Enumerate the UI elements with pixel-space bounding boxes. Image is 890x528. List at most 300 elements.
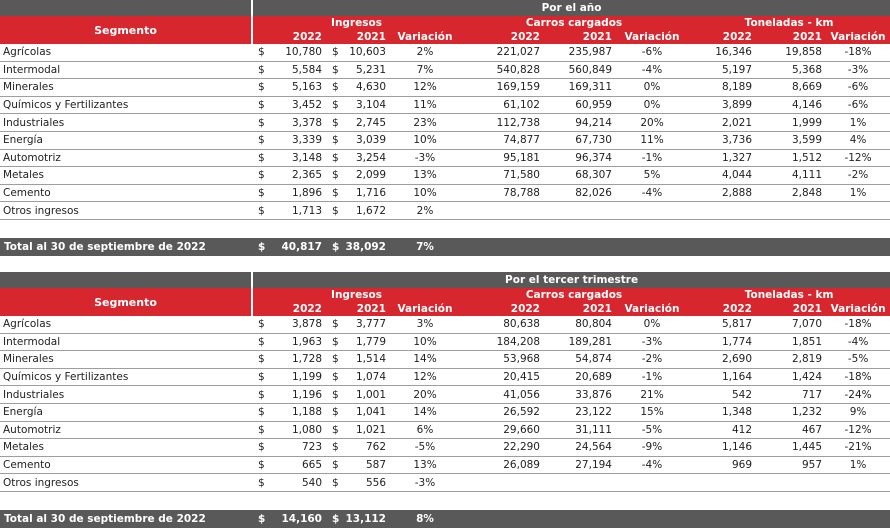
rev-var-cell: 6% bbox=[390, 421, 460, 439]
ton-var-cell: 1% bbox=[826, 114, 890, 132]
ton-2021-cell: 1,445 bbox=[756, 439, 826, 457]
currency-sign: $ bbox=[326, 386, 344, 404]
currency-sign: $ bbox=[326, 149, 344, 167]
rev-2022-cell: 1,188 bbox=[270, 403, 326, 421]
currency-sign: $ bbox=[252, 439, 270, 457]
rev-2022-cell: 2,365 bbox=[270, 167, 326, 185]
rev-var-cell: 12% bbox=[390, 368, 460, 386]
table-row bbox=[0, 316, 890, 333]
car-var-header: Variación bbox=[616, 30, 688, 44]
segment-name: Cemento bbox=[0, 184, 252, 202]
car-2021-cell: 27,194 bbox=[544, 456, 616, 474]
currency-sign: $ bbox=[252, 131, 270, 149]
ton-2021-cell: 1,999 bbox=[756, 114, 826, 132]
currency-sign: $ bbox=[326, 44, 344, 61]
car-var-cell: -4% bbox=[616, 456, 688, 474]
table-row bbox=[0, 403, 890, 421]
segment-name: Automotriz bbox=[0, 149, 252, 167]
rev-var-cell: 12% bbox=[390, 79, 460, 97]
segment-name: Metales bbox=[0, 167, 252, 185]
segment-name: Intermodal bbox=[0, 61, 252, 79]
rev-var-cell: -3% bbox=[390, 149, 460, 167]
car-2022-cell: 169,159 bbox=[460, 79, 544, 97]
segment-name: Otros ingresos bbox=[0, 202, 252, 220]
ton-var-cell: -18% bbox=[826, 44, 890, 61]
segment-name: Agrícolas bbox=[0, 316, 252, 333]
rev-2022-cell: 1,963 bbox=[270, 333, 326, 351]
table-row bbox=[0, 351, 890, 369]
ton-2021-cell: 2,819 bbox=[756, 351, 826, 369]
ton-2021-cell: 19,858 bbox=[756, 44, 826, 61]
currency-sign: $ bbox=[326, 96, 344, 114]
segment-name: Industriales bbox=[0, 114, 252, 132]
ton-var-cell: -12% bbox=[826, 421, 890, 439]
currency-sign: $ bbox=[252, 351, 270, 369]
car-2022-cell bbox=[460, 474, 544, 492]
ton-2021-cell: 1,851 bbox=[756, 333, 826, 351]
ton-2021-cell: 4,146 bbox=[756, 96, 826, 114]
ton-2022-cell bbox=[688, 474, 756, 492]
tonkm-header: Toneladas - km bbox=[688, 16, 890, 30]
car-2022-cell: 112,738 bbox=[460, 114, 544, 132]
car-2021-cell bbox=[544, 202, 616, 220]
car-2022-cell: 78,788 bbox=[460, 184, 544, 202]
currency-sign: $ bbox=[326, 114, 344, 132]
car-var-cell: -4% bbox=[616, 61, 688, 79]
table-row bbox=[0, 421, 890, 439]
rev-2022-header: 2022 bbox=[252, 30, 326, 44]
total-rev-2022: 14,160 bbox=[270, 510, 326, 528]
ton-var-cell bbox=[826, 202, 890, 220]
table-row bbox=[0, 131, 890, 149]
rev-2021-cell: 2,099 bbox=[344, 167, 390, 185]
segment-name: Cemento bbox=[0, 456, 252, 474]
currency-sign: $ bbox=[252, 44, 270, 61]
car-2021-cell: 80,804 bbox=[544, 316, 616, 333]
currency-sign: $ bbox=[252, 61, 270, 79]
car-2021-cell: 67,730 bbox=[544, 131, 616, 149]
car-var-cell bbox=[616, 474, 688, 492]
ton-var-header: Variación bbox=[826, 302, 890, 316]
rev-2022-cell: 723 bbox=[270, 439, 326, 457]
rev-var-cell: 2% bbox=[390, 44, 460, 61]
currency-sign: $ bbox=[326, 456, 344, 474]
currency-sign: $ bbox=[326, 421, 344, 439]
currency-sign: $ bbox=[252, 421, 270, 439]
rev-var-cell: 14% bbox=[390, 403, 460, 421]
ton-2021-cell: 467 bbox=[756, 421, 826, 439]
segment-name: Químicos y Fertilizantes bbox=[0, 96, 252, 114]
car-var-cell: 21% bbox=[616, 386, 688, 404]
car-2022-cell: 61,102 bbox=[460, 96, 544, 114]
segment-name: Minerales bbox=[0, 351, 252, 369]
rev-2021-cell: 556 bbox=[344, 474, 390, 492]
rev-2021-cell: 3,039 bbox=[344, 131, 390, 149]
ton-2022-cell: 3,736 bbox=[688, 131, 756, 149]
quarter-total-row bbox=[0, 510, 890, 528]
car-2021-cell: 23,122 bbox=[544, 403, 616, 421]
rev-var-cell: 2% bbox=[390, 202, 460, 220]
ton-var-cell: -24% bbox=[826, 386, 890, 404]
currency-sign: $ bbox=[326, 79, 344, 97]
ton-var-cell: -18% bbox=[826, 316, 890, 333]
rev-var-cell: 11% bbox=[390, 96, 460, 114]
rev-2021-cell: 1,041 bbox=[344, 403, 390, 421]
car-var-cell: 15% bbox=[616, 403, 688, 421]
car-2021-cell: 560,849 bbox=[544, 61, 616, 79]
rev-2021-cell: 3,777 bbox=[344, 316, 390, 333]
carloads-header: Carros cargados bbox=[460, 288, 688, 302]
ton-2022-cell: 1,348 bbox=[688, 403, 756, 421]
car-2021-cell: 31,111 bbox=[544, 421, 616, 439]
currency-sign: $ bbox=[252, 316, 270, 333]
rev-var-cell: 10% bbox=[390, 131, 460, 149]
currency-sign: $ bbox=[252, 456, 270, 474]
car-var-cell: -9% bbox=[616, 439, 688, 457]
car-2022-cell: 22,290 bbox=[460, 439, 544, 457]
currency-sign: $ bbox=[326, 316, 344, 333]
ytd-table-block bbox=[0, 0, 890, 256]
currency-sign: $ bbox=[326, 351, 344, 369]
car-2021-cell: 60,959 bbox=[544, 96, 616, 114]
ton-2021-cell bbox=[756, 202, 826, 220]
car-2022-cell: 26,089 bbox=[460, 456, 544, 474]
ton-var-cell: -18% bbox=[826, 368, 890, 386]
currency-sign: $ bbox=[252, 238, 270, 256]
ton-2022-cell: 412 bbox=[688, 421, 756, 439]
car-2021-cell: 54,874 bbox=[544, 351, 616, 369]
ton-var-cell: -6% bbox=[826, 96, 890, 114]
segment-name: Otros ingresos bbox=[0, 474, 252, 492]
table-row bbox=[0, 333, 890, 351]
revenue-header: Ingresos bbox=[252, 16, 460, 30]
car-2022-cell: 53,968 bbox=[460, 351, 544, 369]
ton-var-cell: -4% bbox=[826, 333, 890, 351]
currency-sign: $ bbox=[326, 474, 344, 492]
ton-2021-cell: 2,848 bbox=[756, 184, 826, 202]
rev-2022-cell: 665 bbox=[270, 456, 326, 474]
ton-2022-cell: 4,044 bbox=[688, 167, 756, 185]
carloads-header: Carros cargados bbox=[460, 16, 688, 30]
rev-var-cell: 7% bbox=[390, 61, 460, 79]
currency-sign: $ bbox=[326, 439, 344, 457]
table-row bbox=[0, 184, 890, 202]
rev-2022-cell: 3,378 bbox=[270, 114, 326, 132]
ton-2022-header: 2022 bbox=[688, 302, 756, 316]
segment-name: Automotriz bbox=[0, 421, 252, 439]
currency-sign: $ bbox=[326, 167, 344, 185]
segment-header: Segmento bbox=[0, 288, 252, 316]
caption-spacer bbox=[0, 272, 252, 288]
total-rev-2022: 40,817 bbox=[270, 238, 326, 256]
ton-2021-cell: 957 bbox=[756, 456, 826, 474]
currency-sign: $ bbox=[326, 238, 344, 256]
ton-2021-header: 2021 bbox=[756, 30, 826, 44]
car-2022-cell bbox=[460, 202, 544, 220]
currency-sign: $ bbox=[252, 79, 270, 97]
ton-2021-header: 2021 bbox=[756, 302, 826, 316]
revenue-header: Ingresos bbox=[252, 288, 460, 302]
ton-var-cell: -2% bbox=[826, 167, 890, 185]
rev-2021-cell: 1,672 bbox=[344, 202, 390, 220]
currency-sign: $ bbox=[252, 368, 270, 386]
currency-sign: $ bbox=[252, 510, 270, 528]
car-2022-cell: 41,056 bbox=[460, 386, 544, 404]
rev-var-header: Variación bbox=[390, 302, 460, 316]
ton-2021-cell: 1,232 bbox=[756, 403, 826, 421]
car-2021-cell: 96,374 bbox=[544, 149, 616, 167]
rev-2022-cell: 1,728 bbox=[270, 351, 326, 369]
ton-2021-cell bbox=[756, 474, 826, 492]
table-row bbox=[0, 474, 890, 492]
ton-var-cell bbox=[826, 474, 890, 492]
car-var-cell: -2% bbox=[616, 351, 688, 369]
table-row bbox=[0, 96, 890, 114]
car-var-cell: -5% bbox=[616, 421, 688, 439]
ytd-table bbox=[0, 0, 890, 256]
car-var-cell: -1% bbox=[616, 149, 688, 167]
total-rev-2021: 38,092 bbox=[344, 238, 390, 256]
spacer bbox=[0, 491, 890, 510]
rev-2021-cell: 762 bbox=[344, 439, 390, 457]
total-rev-2021: 13,112 bbox=[344, 510, 390, 528]
ton-2022-cell: 1,327 bbox=[688, 149, 756, 167]
rev-var-cell: -5% bbox=[390, 439, 460, 457]
currency-sign: $ bbox=[252, 149, 270, 167]
car-var-cell: -1% bbox=[616, 368, 688, 386]
rev-2021-cell: 4,630 bbox=[344, 79, 390, 97]
car-var-cell: -3% bbox=[616, 333, 688, 351]
ton-2021-cell: 7,070 bbox=[756, 316, 826, 333]
total-blank bbox=[460, 238, 890, 256]
table-row bbox=[0, 114, 890, 132]
currency-sign: $ bbox=[326, 403, 344, 421]
rev-var-cell: 10% bbox=[390, 184, 460, 202]
currency-sign: $ bbox=[252, 96, 270, 114]
ytd-rows bbox=[0, 44, 890, 219]
car-var-header: Variación bbox=[616, 302, 688, 316]
table-row bbox=[0, 456, 890, 474]
rev-var-cell: 20% bbox=[390, 386, 460, 404]
ton-2022-cell bbox=[688, 202, 756, 220]
ytd-caption: Por el año bbox=[252, 0, 890, 16]
currency-sign: $ bbox=[326, 368, 344, 386]
rev-2022-cell: 3,148 bbox=[270, 149, 326, 167]
currency-sign: $ bbox=[252, 202, 270, 220]
rev-var-header: Variación bbox=[390, 30, 460, 44]
rev-var-cell: 14% bbox=[390, 351, 460, 369]
currency-sign: $ bbox=[326, 510, 344, 528]
segment-name: Minerales bbox=[0, 79, 252, 97]
ton-2022-header: 2022 bbox=[688, 30, 756, 44]
rev-2021-cell: 1,021 bbox=[344, 421, 390, 439]
rev-2022-cell: 1,080 bbox=[270, 421, 326, 439]
ton-2021-cell: 1,512 bbox=[756, 149, 826, 167]
ton-2021-cell: 5,368 bbox=[756, 61, 826, 79]
rev-2021-cell: 1,514 bbox=[344, 351, 390, 369]
car-2021-header: 2021 bbox=[544, 30, 616, 44]
rev-2022-cell: 1,713 bbox=[270, 202, 326, 220]
car-2021-cell: 82,026 bbox=[544, 184, 616, 202]
rev-2021-cell: 3,254 bbox=[344, 149, 390, 167]
ton-2022-cell: 2,888 bbox=[688, 184, 756, 202]
currency-sign: $ bbox=[326, 333, 344, 351]
total-rev-var: 7% bbox=[390, 238, 460, 256]
segment-name: Energía bbox=[0, 403, 252, 421]
rev-2022-cell: 3,339 bbox=[270, 131, 326, 149]
ton-2022-cell: 542 bbox=[688, 386, 756, 404]
table-row bbox=[0, 149, 890, 167]
table-row bbox=[0, 167, 890, 185]
car-2022-cell: 71,580 bbox=[460, 167, 544, 185]
car-2021-cell: 94,214 bbox=[544, 114, 616, 132]
car-2021-header: 2021 bbox=[544, 302, 616, 316]
ton-var-cell: -5% bbox=[826, 351, 890, 369]
ton-2022-cell: 2,690 bbox=[688, 351, 756, 369]
ton-2022-cell: 5,197 bbox=[688, 61, 756, 79]
ton-2021-cell: 717 bbox=[756, 386, 826, 404]
spacer bbox=[0, 219, 890, 238]
rev-var-cell: 3% bbox=[390, 316, 460, 333]
car-var-cell bbox=[616, 202, 688, 220]
rev-2021-cell: 1,716 bbox=[344, 184, 390, 202]
table-row bbox=[0, 44, 890, 61]
rev-2021-header: 2021 bbox=[326, 30, 390, 44]
rev-2021-cell: 3,104 bbox=[344, 96, 390, 114]
ton-2022-cell: 16,346 bbox=[688, 44, 756, 61]
quarter-table bbox=[0, 272, 890, 528]
ton-2022-cell: 2,021 bbox=[688, 114, 756, 132]
rev-2021-cell: 5,231 bbox=[344, 61, 390, 79]
rev-2022-cell: 5,584 bbox=[270, 61, 326, 79]
total-rev-var: 8% bbox=[390, 510, 460, 528]
currency-sign: $ bbox=[326, 202, 344, 220]
quarter-caption: Por el tercer trimestre bbox=[252, 272, 890, 288]
quarter-table-block bbox=[0, 272, 890, 528]
table-row bbox=[0, 79, 890, 97]
rev-2021-cell: 2,745 bbox=[344, 114, 390, 132]
car-2021-cell: 189,281 bbox=[544, 333, 616, 351]
currency-sign: $ bbox=[252, 333, 270, 351]
total-label: Total al 30 de septiembre de 2022 bbox=[0, 238, 252, 256]
ton-var-cell: -21% bbox=[826, 439, 890, 457]
rev-2022-cell: 10,780 bbox=[270, 44, 326, 61]
segment-header: Segmento bbox=[0, 16, 252, 44]
currency-sign: $ bbox=[252, 167, 270, 185]
currency-sign: $ bbox=[326, 61, 344, 79]
rev-2022-header: 2022 bbox=[252, 302, 326, 316]
rev-2021-cell: 1,074 bbox=[344, 368, 390, 386]
car-2022-cell: 184,208 bbox=[460, 333, 544, 351]
car-2022-cell: 20,415 bbox=[460, 368, 544, 386]
segment-name: Metales bbox=[0, 439, 252, 457]
ton-2022-cell: 1,164 bbox=[688, 368, 756, 386]
rev-2022-cell: 5,163 bbox=[270, 79, 326, 97]
rev-2022-cell: 1,896 bbox=[270, 184, 326, 202]
ton-2021-cell: 1,424 bbox=[756, 368, 826, 386]
car-var-cell: 20% bbox=[616, 114, 688, 132]
tonkm-header: Toneladas - km bbox=[688, 288, 890, 302]
segment-name: Energía bbox=[0, 131, 252, 149]
car-var-cell: 11% bbox=[616, 131, 688, 149]
ton-2021-cell: 4,111 bbox=[756, 167, 826, 185]
table-row bbox=[0, 439, 890, 457]
ton-2021-cell: 3,599 bbox=[756, 131, 826, 149]
total-blank bbox=[460, 510, 890, 528]
ton-2022-cell: 8,189 bbox=[688, 79, 756, 97]
car-var-cell: -4% bbox=[616, 184, 688, 202]
car-var-cell: 0% bbox=[616, 316, 688, 333]
car-2022-cell: 80,638 bbox=[460, 316, 544, 333]
rev-var-cell: 13% bbox=[390, 167, 460, 185]
car-2021-cell bbox=[544, 474, 616, 492]
ton-var-cell: 1% bbox=[826, 456, 890, 474]
table-row bbox=[0, 386, 890, 404]
rev-var-cell: 13% bbox=[390, 456, 460, 474]
ton-var-cell: -3% bbox=[826, 61, 890, 79]
rev-2022-cell: 3,878 bbox=[270, 316, 326, 333]
currency-sign: $ bbox=[252, 184, 270, 202]
ton-var-cell: -12% bbox=[826, 149, 890, 167]
rev-var-cell: 10% bbox=[390, 333, 460, 351]
ton-2022-cell: 969 bbox=[688, 456, 756, 474]
car-2021-cell: 68,307 bbox=[544, 167, 616, 185]
ton-var-cell: 9% bbox=[826, 403, 890, 421]
table-row bbox=[0, 202, 890, 220]
car-2021-cell: 24,564 bbox=[544, 439, 616, 457]
table-row bbox=[0, 368, 890, 386]
currency-sign: $ bbox=[252, 474, 270, 492]
car-2022-cell: 74,877 bbox=[460, 131, 544, 149]
rev-2022-cell: 540 bbox=[270, 474, 326, 492]
rev-2022-cell: 3,452 bbox=[270, 96, 326, 114]
rev-2021-cell: 1,779 bbox=[344, 333, 390, 351]
rev-var-cell: 23% bbox=[390, 114, 460, 132]
car-2022-header: 2022 bbox=[460, 302, 544, 316]
car-2022-cell: 221,027 bbox=[460, 44, 544, 61]
ton-2022-cell: 3,899 bbox=[688, 96, 756, 114]
car-var-cell: 0% bbox=[616, 79, 688, 97]
car-2021-cell: 235,987 bbox=[544, 44, 616, 61]
car-2022-cell: 26,592 bbox=[460, 403, 544, 421]
table-row bbox=[0, 61, 890, 79]
quarter-rows bbox=[0, 316, 890, 491]
car-2022-cell: 540,828 bbox=[460, 61, 544, 79]
ton-2022-cell: 1,774 bbox=[688, 333, 756, 351]
ton-2022-cell: 1,146 bbox=[688, 439, 756, 457]
car-2021-cell: 169,311 bbox=[544, 79, 616, 97]
caption-spacer bbox=[0, 0, 252, 16]
ton-var-cell: 4% bbox=[826, 131, 890, 149]
ton-var-header: Variación bbox=[826, 30, 890, 44]
car-2021-cell: 33,876 bbox=[544, 386, 616, 404]
rev-2021-header: 2021 bbox=[326, 302, 390, 316]
ton-2022-cell: 5,817 bbox=[688, 316, 756, 333]
car-2022-header: 2022 bbox=[460, 30, 544, 44]
ytd-total-row bbox=[0, 238, 890, 256]
currency-sign: $ bbox=[326, 184, 344, 202]
rev-2022-cell: 1,196 bbox=[270, 386, 326, 404]
segment-name: Químicos y Fertilizantes bbox=[0, 368, 252, 386]
currency-sign: $ bbox=[252, 386, 270, 404]
currency-sign: $ bbox=[252, 403, 270, 421]
car-2022-cell: 95,181 bbox=[460, 149, 544, 167]
rev-2021-cell: 587 bbox=[344, 456, 390, 474]
car-var-cell: 5% bbox=[616, 167, 688, 185]
car-2021-cell: 20,689 bbox=[544, 368, 616, 386]
rev-2022-cell: 1,199 bbox=[270, 368, 326, 386]
rev-2021-cell: 10,603 bbox=[344, 44, 390, 61]
